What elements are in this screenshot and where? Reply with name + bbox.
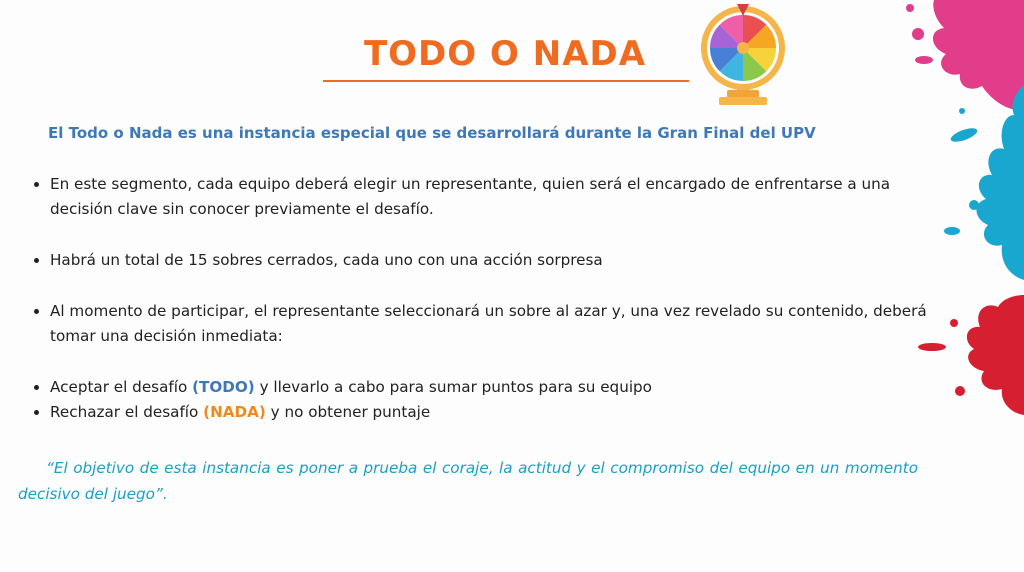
todo-highlight: (TODO) (192, 378, 255, 396)
list-item-text: y no obtener puntaje (265, 403, 431, 421)
prize-wheel-icon (697, 4, 789, 108)
closing-quote (18, 455, 918, 507)
page-title: TODO O NADA (363, 34, 647, 74)
cyan-paint-splash (934, 85, 1024, 280)
list-item-text: Habrá un total de 15 sobres cerrados, cada uno con una acción sorpresa (50, 251, 603, 269)
list-item (28, 400, 928, 425)
list-item-text: En este segmento, cada equipo deberá elegir un representante, quien será el encargado de enfrentarse a una decisión clave sin conocer previamente el desafío. (50, 175, 891, 218)
list-item-text: Al momento de participar, el representante seleccionará un sobre al azar y, una vez revelado su contenido, deberá tomar una decisión inmediata: (50, 302, 927, 345)
intro-heading: El Todo o Nada es una instancia especial que se desarrollará durante la Gran Final del UPV (48, 124, 816, 142)
quote-text: “El objetivo de esta instancia es poner a prueba el coraje, la actitud y el compromiso del equipo en un momento decisivo del juego”. (18, 459, 918, 503)
title-underline (323, 80, 689, 82)
red-paint-splash (914, 295, 1024, 415)
list-item-text: Aceptar el desafío (50, 378, 193, 396)
list-item-text: Rechazar el desafío (50, 403, 204, 421)
nada-highlight: (NADA) (203, 403, 266, 421)
list-item (28, 248, 928, 273)
list-item (28, 299, 928, 349)
list-item (28, 375, 928, 400)
rules-list (28, 172, 928, 425)
list-item-text: y llevarlo a cabo para sumar puntos para su equipo (254, 378, 652, 396)
list-item (28, 172, 928, 222)
